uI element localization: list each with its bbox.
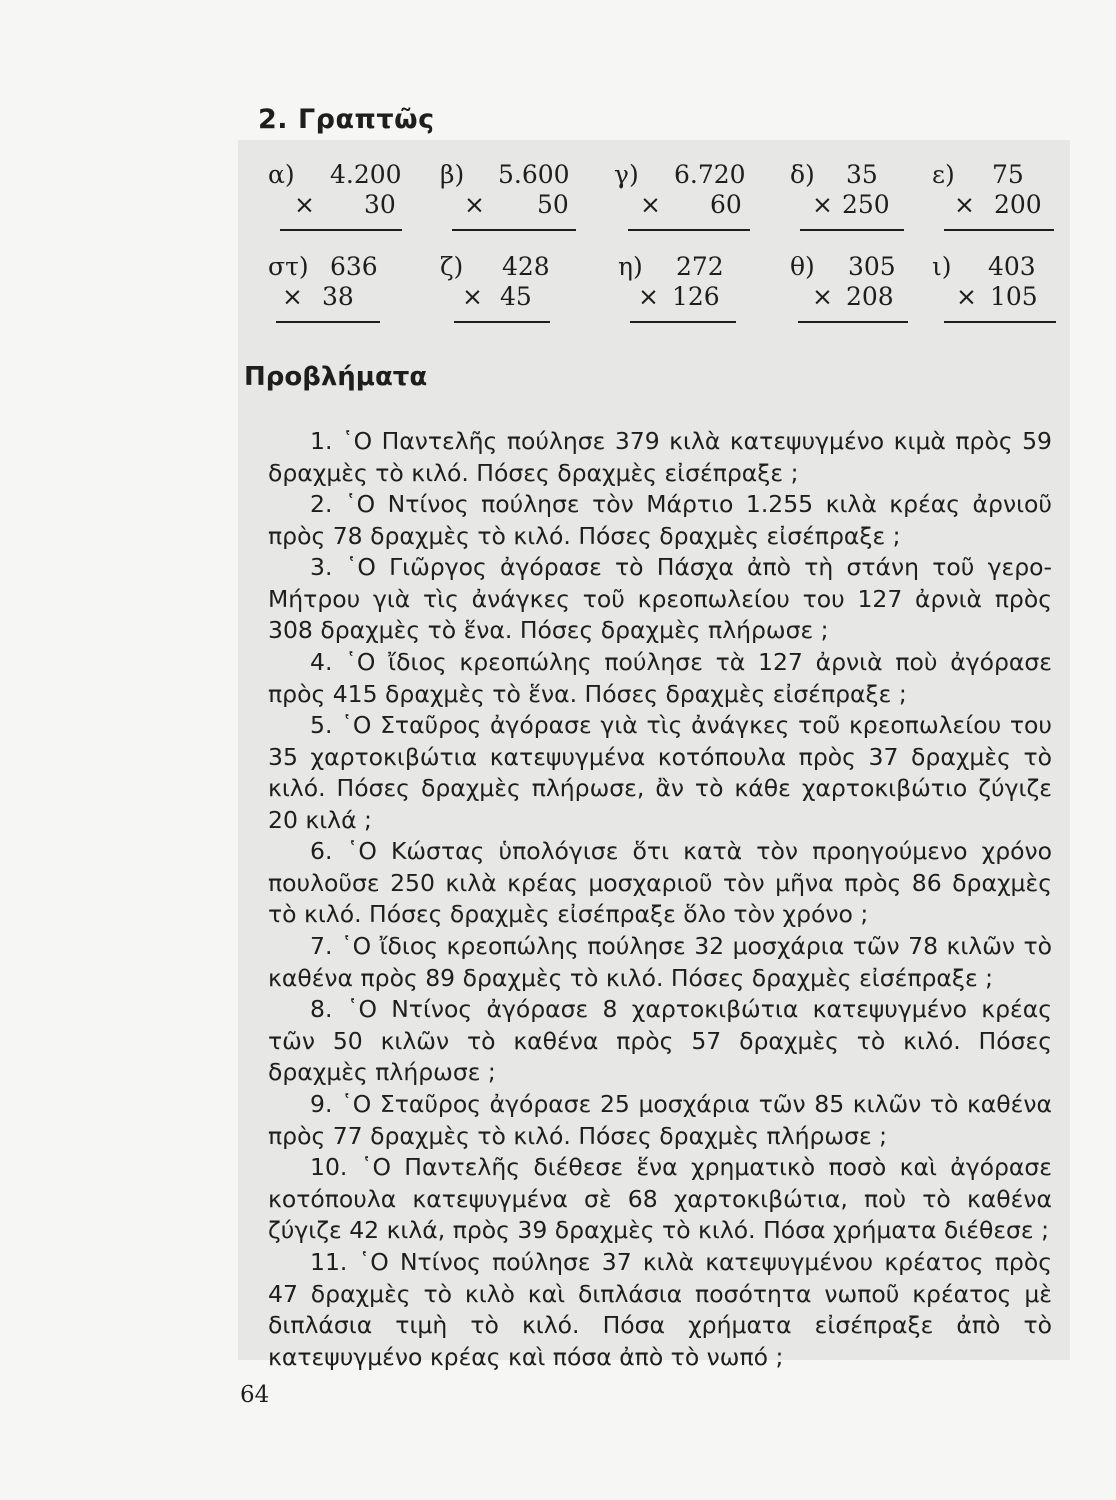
exercise-multiplier: 208: [846, 282, 894, 311]
exercise-label: ε): [932, 160, 955, 189]
problems-heading: Προβλήματα: [244, 362, 428, 392]
exercise-multiplicand: 4.200: [330, 160, 402, 189]
exercise-multiplier: 60: [710, 190, 742, 219]
exercise-label: θ): [790, 252, 815, 281]
exercise-eta: [618, 252, 778, 322]
times-sign: ×: [282, 282, 303, 311]
result-line: [452, 229, 576, 231]
exercise-multiplicand: 6.720: [674, 160, 746, 189]
exercise-multiplier: 45: [500, 282, 532, 311]
exercise-multiplicand: 75: [992, 160, 1024, 189]
exercise-multiplicand: 5.600: [498, 160, 570, 189]
exercise-iota: [932, 252, 1092, 322]
section-title: 2. Γραπτῶς: [258, 104, 435, 135]
times-sign: ×: [638, 282, 659, 311]
exercise-epsilon: [932, 160, 1092, 230]
exercise-multiplier: 105: [990, 282, 1038, 311]
exercise-multiplicand: 428: [502, 252, 550, 281]
times-sign: ×: [640, 190, 661, 219]
times-sign: ×: [464, 190, 485, 219]
exercise-multiplier: 250: [842, 190, 890, 219]
exercise-multiplicand: 305: [848, 252, 896, 281]
times-sign: ×: [462, 282, 483, 311]
problem-item: 1. ῾Ο Παντελῆς πούλησε 379 κιλὰ κατεψυγμένο κιμὰ πρὸς 59 δραχμὲς τὸ κιλό. Πόσες δραχμὲς εἰσέπραξε ;: [268, 427, 1052, 487]
page-number: 64: [240, 1382, 270, 1408]
exercise-multiplicand: 35: [846, 160, 878, 189]
exercise-label: γ): [614, 160, 639, 189]
exercise-label: στ): [268, 252, 309, 281]
problem-item: 6. ῾Ο Κώστας ὑπολόγισε ὅτι κατὰ τὸν προηγούμενο χρόνο πουλοῦσε 250 κιλὰ κρέας μοσχαριοῦ τὸν μῆνα πρὸς 86 δραχμὲς τὸ κιλό. Πόσες δραχμὲς εἰσέπραξε ὅλο τὸν χρόνο ;: [268, 837, 1052, 929]
result-line: [276, 321, 380, 323]
exercise-label: ζ): [440, 252, 464, 281]
times-sign: ×: [812, 190, 833, 219]
exercise-multiplier: 30: [364, 190, 396, 219]
problem-item: 3. ῾Ο Γιῶργος ἀγόρασε τὸ Πάσχα ἀπὸ τὴ στάνη τοῦ γερο-Μήτρου γιὰ τὶς ἀνάγκες τοῦ κρεοπωλείου του 127 ἀρνιὰ πρὸς 308 δραχμὲς τὸ ἕνα. Πόσες δραχμὲς πλήρωσε ;: [268, 553, 1052, 645]
times-sign: ×: [294, 190, 315, 219]
result-line: [630, 321, 736, 323]
exercise-zeta: [440, 252, 600, 322]
exercise-multiplicand: 272: [676, 252, 724, 281]
times-sign: ×: [812, 282, 833, 311]
result-line: [798, 321, 908, 323]
exercise-label: η): [618, 252, 643, 281]
exercise-delta: [790, 160, 950, 230]
exercise-multiplier: 50: [537, 190, 569, 219]
problem-item: 10. ῾Ο Παντελῆς διέθεσε ἕνα χρηματικὸ ποσὸ καὶ ἀγόρασε κοτόπουλα κατεψυγμένα σὲ 68 χαρτοκιβώτια, ποὺ τὸ καθένα ζύγιζε 42 κιλά, πρὸς 39 δραχμὲς τὸ κιλό. Πόσα χρήματα διέθεσε ;: [268, 1153, 1052, 1245]
problem-item: 4. ῾Ο ἴδιος κρεοπώλης πούλησε τὰ 127 ἀρνιὰ ποὺ ἀγόρασε πρὸς 415 δραχμὲς τὸ ἕνα. Πόσες δραχμὲς εἰσέπραξε ;: [268, 648, 1052, 708]
exercise-multiplier: 38: [322, 282, 354, 311]
result-line: [944, 321, 1056, 323]
result-line: [800, 229, 904, 231]
result-line: [280, 229, 402, 231]
problem-item: 11. ῾Ο Ντίνος πούλησε 37 κιλὰ κατεψυγμένου κρέατος πρὸς 47 δραχμὲς τὸ κιλὸ καὶ διπλάσια ποσότητα νωποῦ κρέατος μὲ διπλάσια τιμὴ τὸ κιλό. Πόσα χρήματα εἰσέπραξε ἀπὸ τὸ κατεψυγμένο κρέας καὶ πόσα ἀπὸ τὸ νωπό ;: [268, 1248, 1052, 1372]
times-sign: ×: [956, 282, 977, 311]
problem-item: 7. ῾Ο ἴδιος κρεοπώλης πούλησε 32 μοσχάρια τῶν 78 κιλῶν τὸ καθένα πρὸς 89 δραχμὲς τὸ κιλό. Πόσες δραχμὲς εἰσέπραξε ;: [268, 932, 1052, 992]
exercise-theta: [790, 252, 950, 322]
exercise-stigma: [268, 252, 428, 322]
exercise-alpha: [268, 160, 428, 230]
exercise-multiplicand: 636: [330, 252, 378, 281]
exercise-multiplier: 126: [672, 282, 720, 311]
exercise-label: δ): [790, 160, 815, 189]
result-line: [944, 229, 1054, 231]
problem-item: 5. ῾Ο Σταῦρος ἀγόρασε γιὰ τὶς ἀνάγκες τοῦ κρεοπωλείου του 35 χαρτοκιβώτια κατεψυγμένα κοτόπουλα πρὸς 37 δραχμὲς τὸ κιλό. Πόσες δραχμὲς πλήρωσε, ἂν τὸ κάθε χαρτοκιβώτιο ζύγιζε 20 κιλά ;: [268, 711, 1052, 835]
exercise-gamma: [614, 160, 774, 230]
problem-item: 8. ῾Ο Ντίνος ἀγόρασε 8 χαρτοκιβώτια κατεψυγμένο κρέας τῶν 50 κιλῶν τὸ καθένα πρὸς 57 δραχμὲς τὸ κιλό. Πόσες δραχμὲς πλήρωσε ;: [268, 995, 1052, 1087]
exercise-label: ι): [932, 252, 952, 281]
result-line: [454, 321, 550, 323]
exercise-multiplier: 200: [994, 190, 1042, 219]
result-line: [628, 229, 750, 231]
exercise-beta: [440, 160, 600, 230]
exercise-label: β): [440, 160, 465, 189]
exercise-label: α): [268, 160, 295, 189]
problem-item: 2. ῾Ο Ντίνος πούλησε τὸν Μάρτιο 1.255 κιλὰ κρέας ἀρνιοῦ πρὸς 78 δραχμὲς τὸ κιλό. Πόσες δραχμὲς εἰσέπραξε ;: [268, 490, 1052, 550]
times-sign: ×: [954, 190, 975, 219]
problem-item: 9. ῾Ο Σταῦρος ἀγόρασε 25 μοσχάρια τῶν 85 κιλῶν τὸ καθένα πρὸς 77 δραχμὲς τὸ κιλό. Πόσες δραχμὲς πλήρωσε ;: [268, 1090, 1052, 1150]
exercise-multiplicand: 403: [988, 252, 1036, 281]
